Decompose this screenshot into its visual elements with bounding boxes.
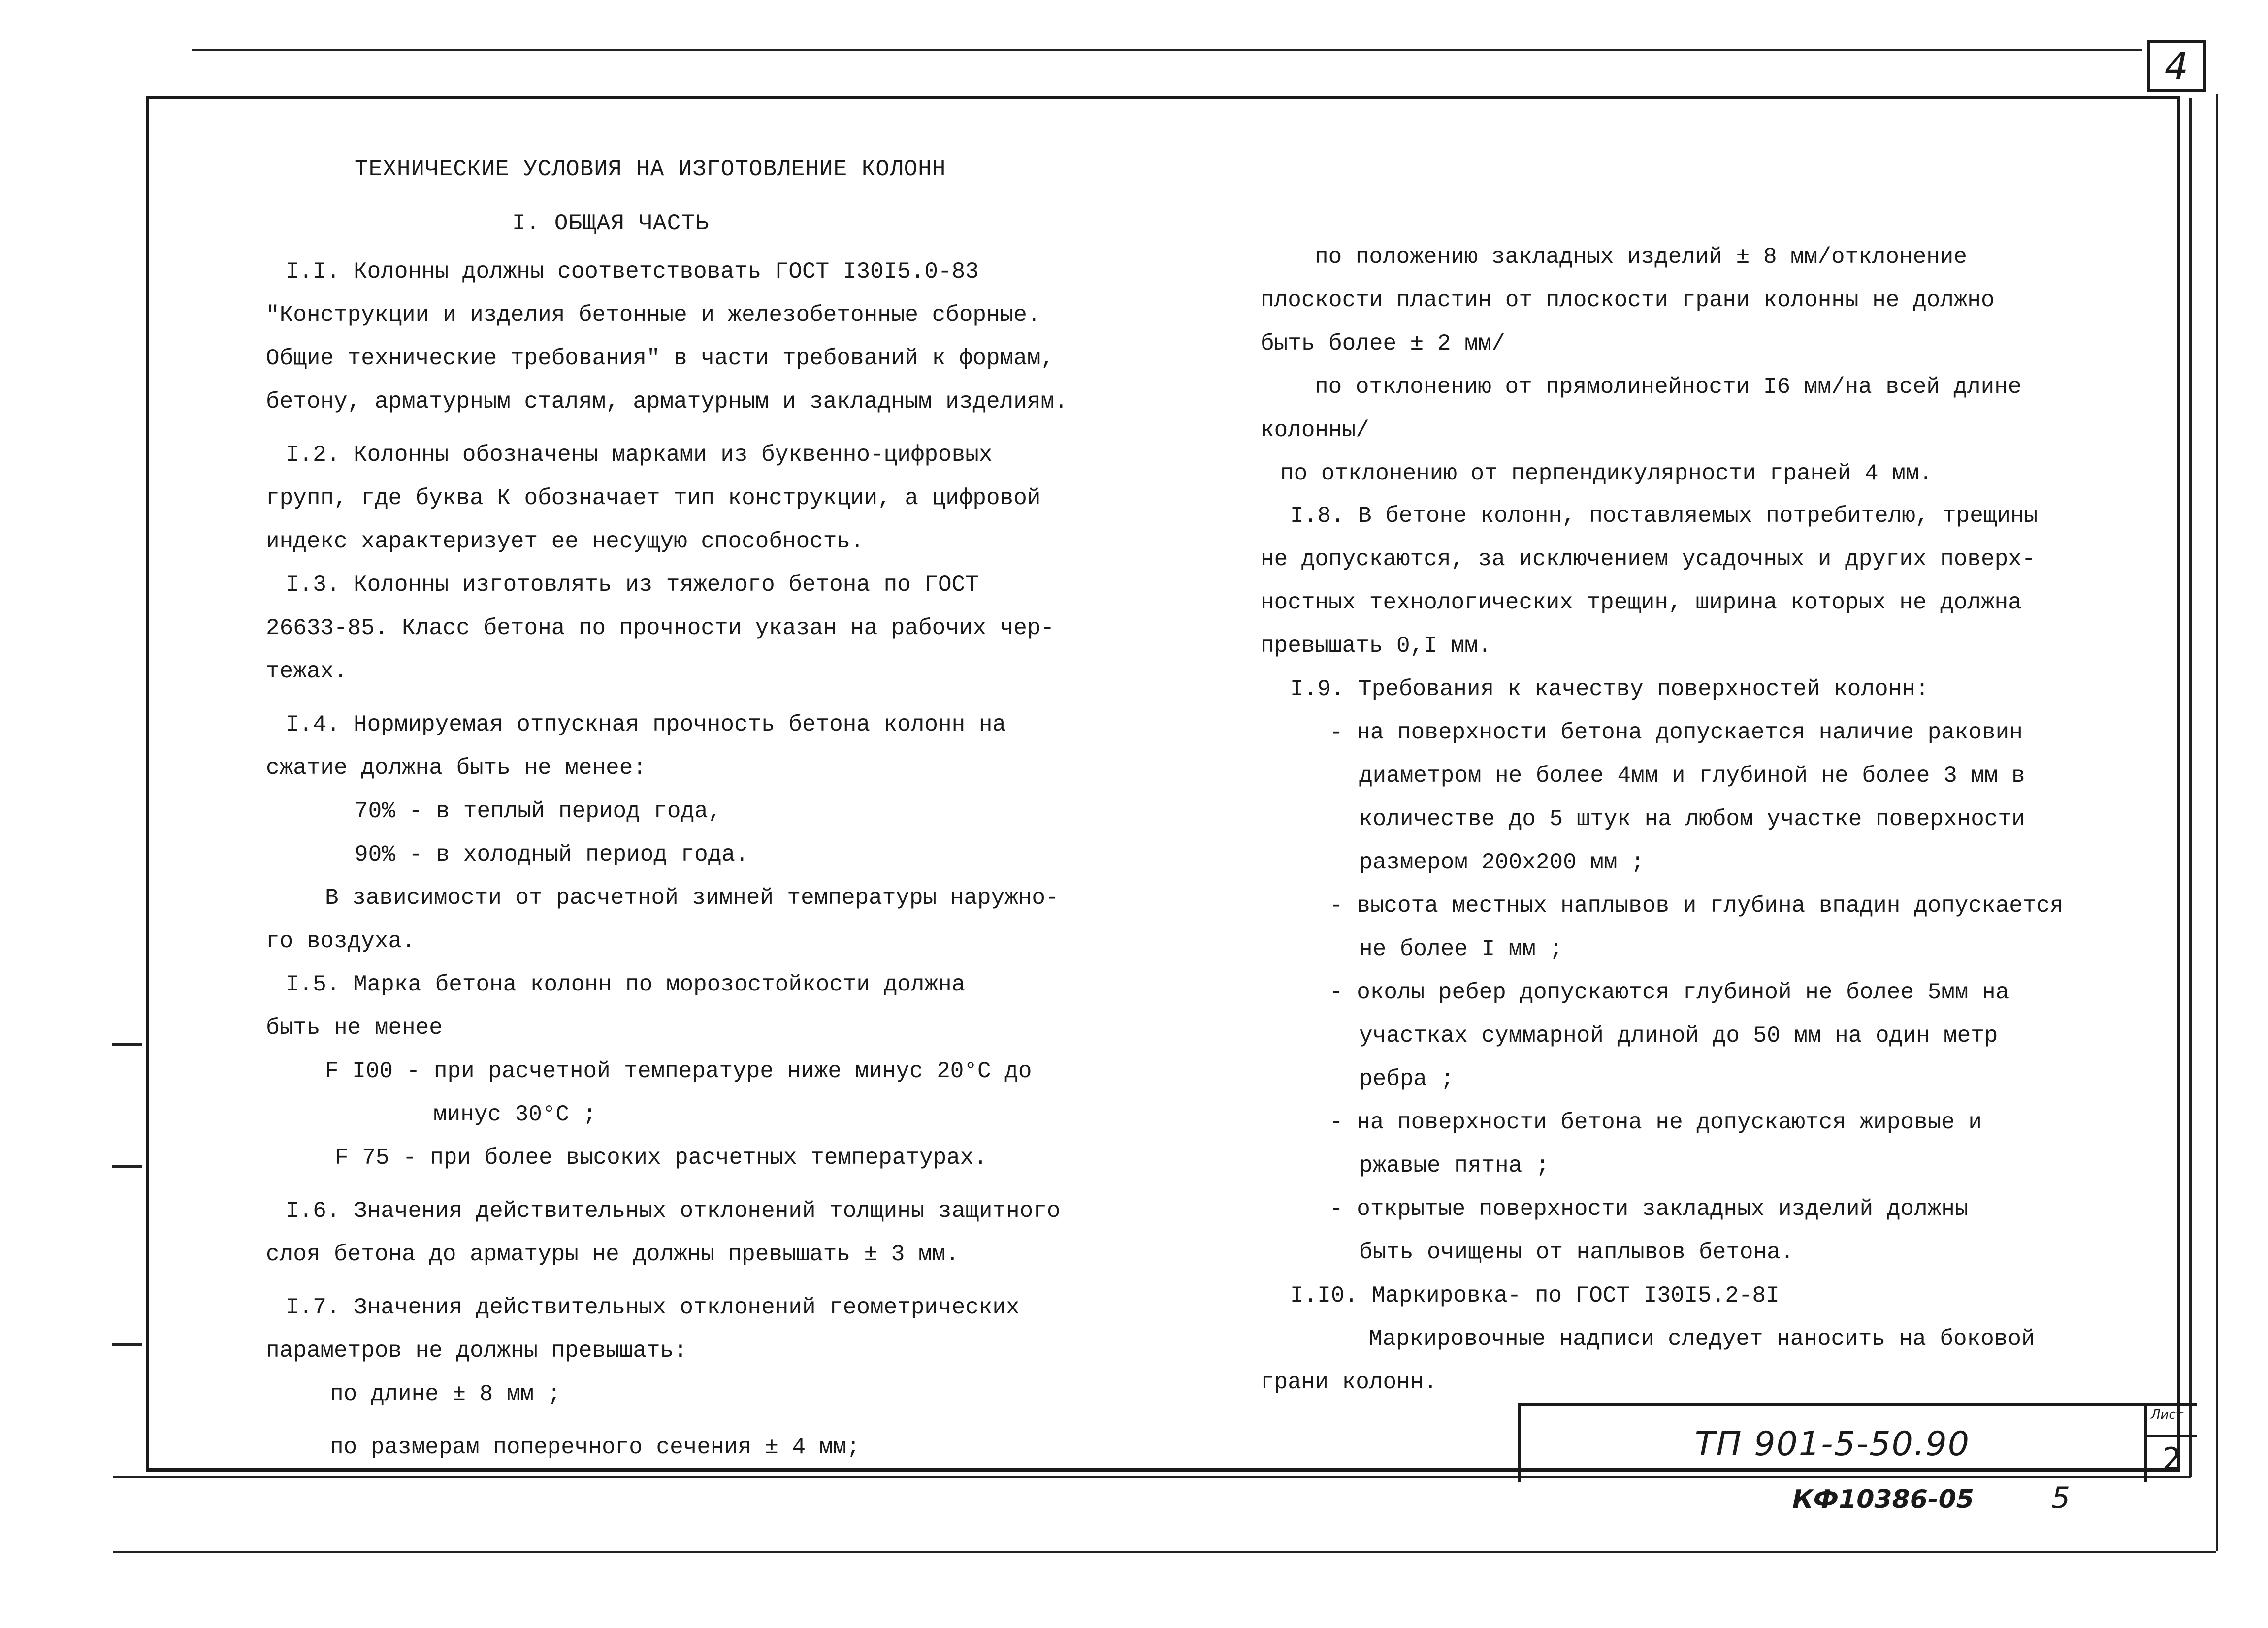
paragraph-line: I.I0. Маркировка- по ГОСТ I30I5.2-8I [1290,1283,1780,1309]
paragraph-line: тежах. [266,659,348,684]
paragraph-line: ржавые пятна ; [1359,1153,1550,1179]
paragraph-line: I.6. Значения действительных отклонений толщины защитного [286,1198,1061,1224]
sheet-number-cell [2144,1403,2197,1482]
binding-tick [112,1043,142,1046]
paragraph-line: грани колонн. [1261,1370,1437,1395]
paragraph-line: не допускаются, за исключением усадочных и других поверх- [1261,546,2036,572]
sheet-cell-divider [2147,1435,2197,1437]
paragraph-line: I.5. Марка бетона колонн по морозостойкости должна [286,972,966,997]
paragraph-line: количестве до 5 штук на любом участке поверхности [1359,806,2025,832]
paragraph-line: колонны/ [1261,417,1369,443]
paragraph-line: групп, где буква К обозначает тип конструкции, а цифровой [266,485,1041,511]
paragraph-line: I.I. Колонны должны соответствовать ГОСТ I30I5.0-83 [286,259,979,285]
paragraph-line: превышать 0,I мм. [1261,633,1492,659]
paragraph-line: I.4. Нормируемая отпускная прочность бетона колонн на [286,712,1006,737]
paragraph-line: - открытые поверхности закладных изделий должны [1329,1196,1969,1222]
document-title: ТЕХНИЧЕСКИЕ УСЛОВИЯ НА ИЗГОТОВЛЕНИЕ КОЛОНН [355,157,946,182]
top-sheet-number: 4 [2147,40,2206,92]
title-block [1518,1403,2144,1482]
paragraph-line: параметров не должны превышать: [266,1338,687,1364]
paragraph-line: быть более ± 2 мм/ [1261,331,1505,356]
paragraph-line: I.3. Колонны изготовлять из тяжелого бетона по ГОСТ [286,572,979,598]
paragraph-line: быть не менее [266,1015,443,1041]
paragraph-line: по отклонению от прямолинейности I6 мм/на всей длине [1315,374,2022,400]
sheet-label: Лист [2151,1407,2183,1422]
paragraph-line: не более I мм ; [1359,936,1563,962]
binding-tick [112,1343,142,1346]
paragraph-line: 90% - в холодный период года. [355,842,749,867]
paragraph-line: В зависимости от расчетной зимней температуры наружно- [325,885,1059,911]
paragraph-line: - околы ребер допускаются глубиной не более 5мм на [1329,980,2009,1005]
paragraph-line: по длине ± 8 мм ; [330,1381,561,1407]
paragraph-line: сжатие должна быть не менее: [266,755,647,781]
paragraph-line: участках суммарной длиной до 50 мм на один метр [1359,1023,1998,1049]
paragraph-line: I.8. В бетоне колонн, поставляемых потребителю, трещины [1290,503,2038,529]
binding-tick [112,1165,142,1168]
paragraph-line: "Конструкции и изделия бетонные и железобетонные сборные. [266,302,1041,328]
paragraph-line: го воздуха. [266,928,416,954]
paragraph-line: индекс характеризует ее несущую способность. [266,529,864,554]
paragraph-line: - высота местных наплывов и глубина впадин допускается [1329,893,2064,919]
paragraph-line: Маркировочные надписи следует наносить на боковой [1369,1326,2035,1352]
paragraph-line: по положению закладных изделий ± 8 мм/отклонение [1315,244,1968,270]
paragraph-line: I.2. Колонны обозначены марками из буквенно-цифровых [286,442,993,468]
paragraph-line: - на поверхности бетона допускается наличие раковин [1329,720,2023,745]
paragraph-line: ностных технологических трещин, ширина которых не должна [1261,590,2022,615]
section-title: I. ОБЩАЯ ЧАСТЬ [512,211,710,236]
bottom-rule-2 [113,1551,2216,1553]
document-code: ТП 901-5-50.90 [1694,1425,1971,1464]
paragraph-line: ребра ; [1359,1066,1455,1092]
paragraph-line: - на поверхности бетона не допускаются жировые и [1329,1110,1982,1135]
paragraph-line: слоя бетона до арматуры не должны превышать ± 3 мм. [266,1242,959,1267]
right-edge-rule [2216,94,2218,1551]
paragraph-line: I.7. Значения действительных отклонений геометрических [286,1295,1020,1320]
paragraph-line: быть очищены от наплывов бетона. [1359,1240,1794,1265]
paragraph-line: 26633-85. Класс бетона по прочности указан на рабочих чер- [266,615,1055,641]
paragraph-line: F I00 - при расчетной температуре ниже минус 20°С до [325,1058,1032,1084]
paragraph-line: F 75 - при более высоких расчетных температурах. [335,1145,988,1171]
paragraph-line: диаметром не более 4мм и глубиной не более 3 мм в [1359,763,2025,789]
paragraph-line: Общие технические требования" в части требований к формам, [266,346,1055,371]
paragraph-line: по отклонению от перпендикулярности граней 4 мм. [1280,461,1933,486]
frame-right-double-line [2189,98,2192,1477]
paragraph-line: I.9. Требования к качеству поверхностей колонн: [1290,676,1929,702]
footer-page-number: 5 [2051,1481,2071,1515]
sheet-number: 2 [2162,1441,2182,1477]
paragraph-line: плоскости пластин от плоскости грани колонны не должно [1261,287,1995,313]
paragraph-line: 70% - в теплый период года, [355,798,722,824]
top-rule [192,49,2142,51]
paragraph-line: минус 30°С ; [433,1102,597,1127]
inventory-code: КФ10386-05 [1792,1485,1974,1514]
paragraph-line: бетону, арматурным сталям, арматурным и закладным изделиям. [266,389,1068,415]
paragraph-line: по размерам поперечного сечения ± 4 мм; [330,1435,860,1460]
paragraph-line: размером 200х200 мм ; [1359,850,1645,875]
